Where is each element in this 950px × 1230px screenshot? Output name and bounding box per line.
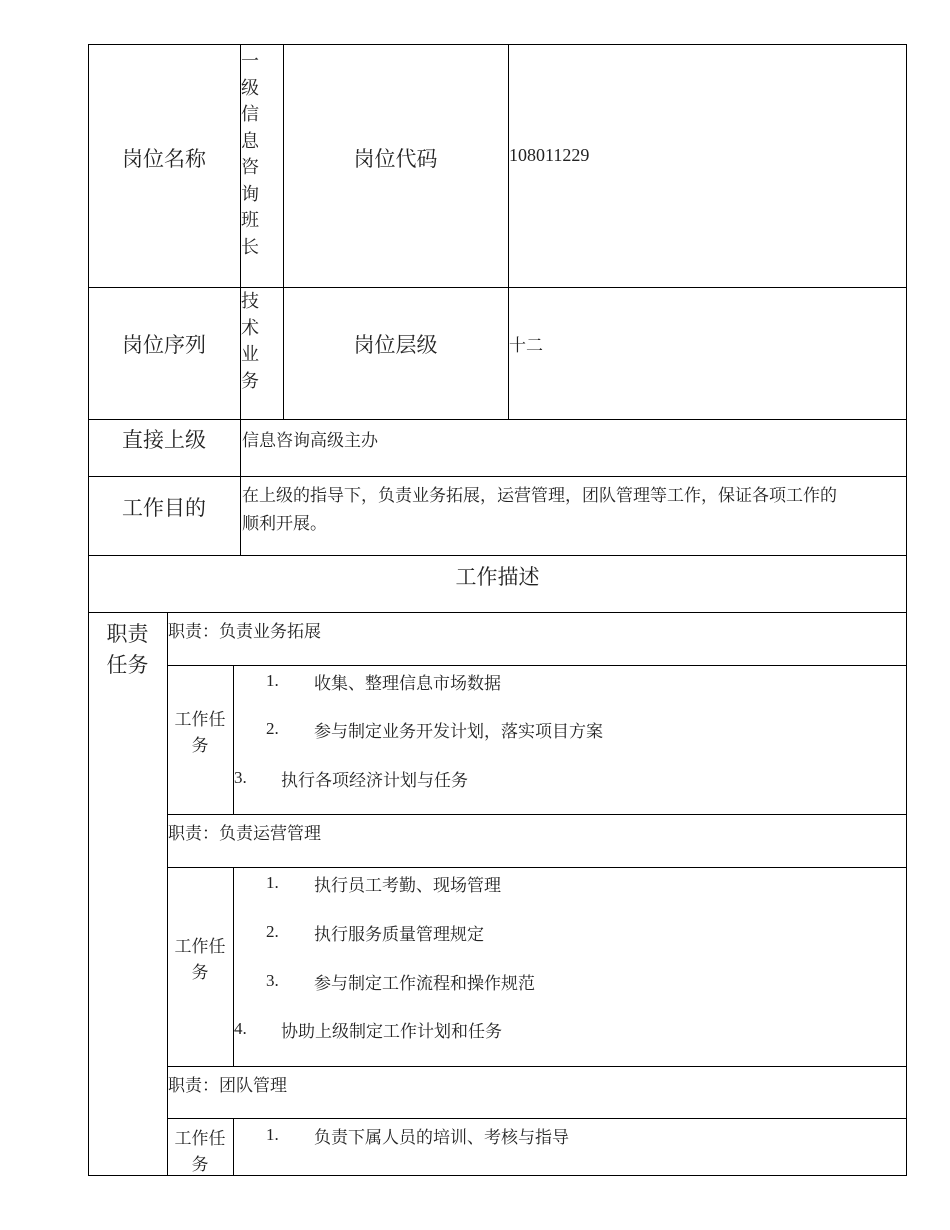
task-text: 执行员工考勤、现场管理 bbox=[314, 876, 501, 896]
table-border-bottom bbox=[88, 1175, 907, 1176]
position-name-value: 一级信息咨询班长 bbox=[241, 51, 259, 258]
task-text: 执行各项经济计划与任务 bbox=[281, 771, 468, 791]
task-label-line2: 务 bbox=[191, 736, 209, 756]
task-label-line1: 工作任 bbox=[174, 1129, 226, 1149]
column-divider bbox=[233, 1118, 234, 1176]
row-divider bbox=[88, 555, 907, 556]
task-text: 负责下属人员的培训、考核与指导 bbox=[314, 1128, 569, 1148]
superior-value: 信息咨询高级主办 bbox=[242, 431, 378, 451]
task-number: 4. bbox=[234, 1019, 247, 1038]
series-value: 技术业务 bbox=[241, 291, 259, 392]
row-divider bbox=[88, 476, 907, 477]
task-text: 协助上级制定工作计划和任务 bbox=[281, 1022, 502, 1042]
purpose-text-line2: 顺利开展。 bbox=[242, 514, 327, 534]
task-label-line2: 务 bbox=[191, 1155, 209, 1175]
position-code-label: 岗位代码 bbox=[353, 147, 438, 171]
row-divider bbox=[167, 665, 907, 666]
task-number: 1. bbox=[266, 1125, 279, 1144]
task-label-line1: 工作任 bbox=[174, 937, 226, 957]
level-label: 岗位层级 bbox=[353, 333, 438, 357]
task-label-line2: 务 bbox=[191, 963, 209, 983]
purpose-label: 工作目的 bbox=[122, 496, 206, 520]
row-divider bbox=[167, 867, 907, 868]
task-number: 2. bbox=[266, 922, 279, 941]
row-divider bbox=[167, 1066, 907, 1067]
task-text: 收集、整理信息市场数据 bbox=[314, 674, 501, 694]
table-border-left bbox=[88, 44, 89, 1176]
table-border-right bbox=[906, 44, 907, 1176]
position-name-label: 岗位名称 bbox=[122, 147, 206, 171]
row-divider bbox=[88, 287, 907, 288]
task-label-line1: 工作任 bbox=[174, 710, 226, 730]
superior-label: 直接上级 bbox=[122, 428, 206, 452]
task-number: 1. bbox=[266, 671, 279, 690]
duty-title: 职责：负责运营管理 bbox=[168, 824, 321, 844]
series-label: 岗位序列 bbox=[122, 333, 206, 357]
column-divider bbox=[508, 44, 509, 420]
task-number: 3. bbox=[234, 768, 247, 787]
task-number: 2. bbox=[266, 719, 279, 738]
section-title: 工作描述 bbox=[455, 565, 540, 589]
duties-side-label-line2: 任务 bbox=[106, 653, 149, 677]
column-divider bbox=[233, 665, 234, 815]
task-text: 参与制定业务开发计划，落实项目方案 bbox=[314, 722, 603, 742]
table-border-top bbox=[88, 44, 907, 45]
task-number: 1. bbox=[266, 873, 279, 892]
row-divider bbox=[88, 612, 907, 613]
purpose-text-line1: 在上级的指导下，负责业务拓展，运营管理，团队管理等工作，保证各项工作的 bbox=[242, 486, 837, 506]
duties-side-label-line1: 职责 bbox=[106, 622, 149, 646]
duty-title: 职责：负责业务拓展 bbox=[168, 622, 321, 642]
position-code-value: 108011229 bbox=[509, 145, 590, 165]
task-number: 3. bbox=[266, 971, 279, 990]
task-text: 执行服务质量管理规定 bbox=[314, 925, 484, 945]
row-divider bbox=[88, 419, 907, 420]
level-value: 十二 bbox=[509, 336, 543, 356]
task-text: 参与制定工作流程和操作规范 bbox=[314, 974, 535, 994]
row-divider bbox=[167, 814, 907, 815]
duty-title: 职责：团队管理 bbox=[168, 1076, 287, 1096]
column-divider bbox=[283, 44, 284, 420]
row-divider bbox=[167, 1118, 907, 1119]
